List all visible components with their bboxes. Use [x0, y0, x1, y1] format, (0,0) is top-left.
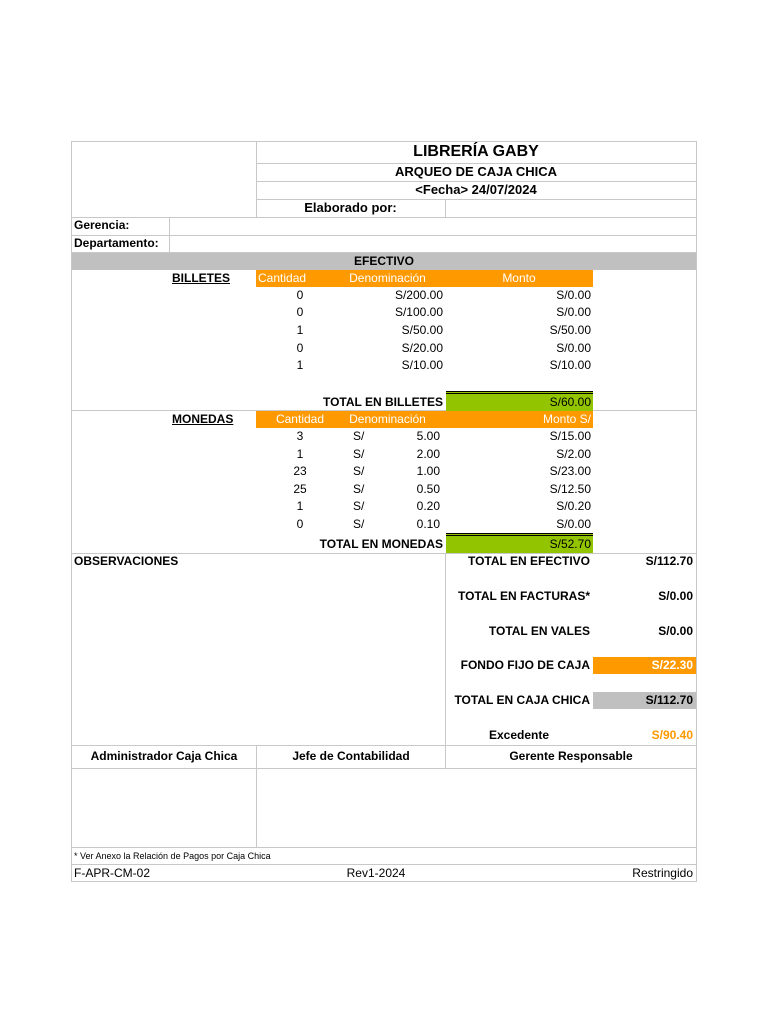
coins-total-label: TOTAL EN MONEDAS: [319, 537, 443, 551]
bill-quantity[interactable]: 0: [296, 288, 304, 302]
form-revision: Rev1-2024: [346, 866, 406, 880]
coin-amount: S/0.20: [556, 499, 591, 513]
coin-quantity[interactable]: 3: [296, 429, 304, 443]
bills-col-amount: Monto: [502, 271, 536, 285]
coins-label: MONEDAS: [172, 412, 234, 426]
bill-denomination: S/200.00: [394, 288, 443, 302]
signature-admin-box[interactable]: [72, 769, 256, 847]
signature-manager-box[interactable]: [446, 769, 696, 847]
bills-label: BILLETES: [172, 271, 231, 285]
bills-col-denomination: Denominación: [349, 271, 426, 285]
coin-denomination: 2.00: [416, 447, 440, 461]
bill-denomination: S/100.00: [394, 305, 443, 319]
coin-quantity[interactable]: 1: [296, 447, 304, 461]
coin-amount: S/12.50: [549, 482, 591, 496]
footnote: * Ver Anexo la Relación de Pagos por Caja Chica: [74, 851, 271, 861]
fixed-fund-value: S/22.30: [651, 658, 693, 672]
coin-currency: S/: [353, 482, 365, 496]
observations-label: OBSERVACIONES: [74, 554, 179, 568]
coin-amount: S/2.00: [556, 447, 591, 461]
bill-denomination: S/50.00: [401, 323, 443, 337]
bill-quantity[interactable]: 1: [296, 323, 304, 337]
coin-currency: S/: [353, 499, 365, 513]
department-field[interactable]: [170, 235, 695, 252]
coin-currency: S/: [353, 429, 365, 443]
bill-amount: S/0.00: [556, 305, 591, 319]
coin-amount: S/0.00: [556, 517, 591, 531]
bill-amount: S/0.00: [556, 288, 591, 302]
coin-quantity[interactable]: 23: [293, 464, 307, 478]
total-invoices-value: S/0.00: [658, 589, 693, 603]
total-vouchers-value: S/0.00: [658, 624, 693, 638]
bill-denomination: S/20.00: [401, 341, 443, 355]
fixed-fund-label: FONDO FIJO DE CAJA: [460, 658, 590, 672]
surplus-label: Excedente: [488, 728, 549, 742]
bill-quantity[interactable]: 0: [296, 341, 304, 355]
petty-cash-total-label: TOTAL EN CAJA CHICA: [454, 693, 590, 707]
coins-col-quantity: Cantidad: [275, 412, 325, 426]
bills-total-label: TOTAL EN BILLETES: [322, 395, 443, 409]
signature-accounting-label: Jefe de Contabilidad: [292, 749, 410, 763]
coin-amount: S/23.00: [549, 464, 591, 478]
company-name: LIBRERÍA GABY: [413, 143, 539, 160]
coin-quantity[interactable]: 25: [293, 482, 307, 496]
coin-denomination: 0.10: [416, 517, 440, 531]
coins-col-amount: Monto S/: [542, 412, 591, 426]
coin-currency: S/: [353, 464, 365, 478]
coins-col-denomination: Denominación: [349, 412, 426, 426]
bill-amount: S/10.00: [549, 358, 591, 372]
total-cash-value: S/112.70: [645, 554, 693, 568]
coin-amount: S/15.00: [549, 429, 591, 443]
prepared-by-field[interactable]: [447, 199, 694, 216]
prepared-by-label: Elaborado por:: [304, 200, 397, 215]
header-divider: [445, 199, 446, 218]
document-date: <Fecha> 24/07/2024: [415, 182, 537, 197]
bill-amount: S/0.00: [556, 341, 591, 355]
total-cash-label: TOTAL EN EFECTIVO: [467, 554, 590, 568]
coin-currency: S/: [353, 447, 365, 461]
observations-area[interactable]: [72, 571, 444, 744]
form-classification: Restringido: [632, 866, 693, 880]
bills-col-quantity: Cantidad: [258, 271, 307, 285]
signature-admin-label: Administrador Caja Chica: [90, 749, 238, 763]
bill-quantity[interactable]: 1: [296, 358, 304, 372]
bills-total-value: S/60.00: [549, 395, 591, 409]
coin-denomination: 0.50: [416, 482, 440, 496]
coin-denomination: 1.00: [416, 464, 440, 478]
coin-denomination: 0.20: [416, 499, 440, 513]
coins-total-value: S/52.70: [549, 537, 591, 551]
bill-denomination: S/10.00: [401, 358, 443, 372]
petty-cash-total-value: S/112.70: [645, 693, 693, 707]
bill-amount: S/50.00: [549, 323, 591, 337]
signature-manager-label: Gerente Responsable: [509, 749, 633, 763]
coin-quantity[interactable]: 1: [296, 499, 304, 513]
signature-line: [71, 745, 697, 746]
total-vouchers-label: TOTAL EN VALES: [488, 624, 590, 638]
form-code: F-APR-CM-02: [74, 866, 151, 880]
department-label: Departamento:: [74, 236, 159, 250]
coin-quantity[interactable]: 0: [296, 517, 304, 531]
signature-accounting-box[interactable]: [257, 769, 445, 847]
total-invoices-label: TOTAL EN FACTURAS*: [457, 589, 590, 603]
document-title: ARQUEO DE CAJA CHICA: [394, 164, 558, 179]
coin-denomination: 5.00: [416, 429, 440, 443]
management-field[interactable]: [170, 217, 695, 234]
management-label: Gerencia:: [74, 218, 130, 232]
section-title-cash: EFECTIVO: [353, 254, 414, 268]
bill-quantity[interactable]: 0: [296, 305, 304, 319]
surplus-value: S/90.40: [651, 728, 693, 742]
coin-currency: S/: [353, 517, 365, 531]
